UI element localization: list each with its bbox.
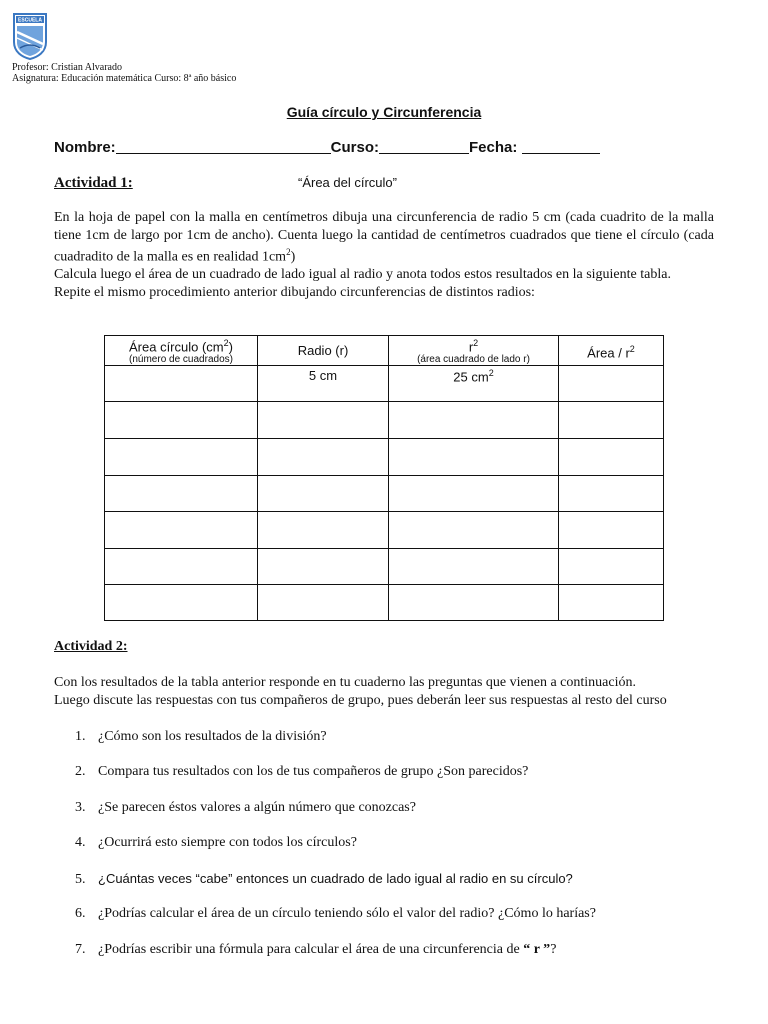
- date-label: Fecha:: [469, 139, 518, 156]
- table-cell[interactable]: [105, 439, 258, 476]
- table-cell[interactable]: [559, 549, 664, 585]
- table-row: [105, 512, 664, 549]
- activity-2-paragraph-1: Con los resultados de la tabla anterior responde en tu cuaderno las preguntas que vienen a continuación.: [54, 675, 636, 690]
- table-cell[interactable]: [105, 476, 258, 512]
- instruction-paragraph-1: En la hoja de papel con la malla en centímetros dibuja una circunferencia de radio 5 cm (cada cuadrito de la malla tiene 1cm de largo por 1cm de ancho). Cuenta luego la cantidad de centímetros cuadrados que tiene el círculo (cada cuadradito de la malla es en realidad $1cm^2$): [54, 210, 714, 265]
- table-row: [105, 549, 664, 585]
- course-label: Curso:: [330, 139, 380, 156]
- table-cell[interactable]: [105, 585, 258, 621]
- question-3: 3. ¿Se parecen éstos valores a algún número que conozcas?: [75, 800, 416, 815]
- activity-1-instructions: [54, 209, 714, 301]
- table-cell[interactable]: [389, 512, 559, 549]
- table-row: [105, 585, 664, 621]
- activity-2-paragraph-2: Luego discute las respuestas con tus compañeros de grupo, pues deberán leer sus respuestas al resto del curso: [54, 692, 667, 708]
- logo-text: ESCUELA: [18, 17, 42, 24]
- results-table: [104, 335, 664, 621]
- table-cell[interactable]: [258, 476, 389, 512]
- table-cell[interactable]: [258, 402, 389, 439]
- table-cell[interactable]: [389, 585, 559, 621]
- question-4: 4. ¿Ocurrirá esto siempre con todos los círculos?: [75, 835, 357, 850]
- table-cell[interactable]: [559, 476, 664, 512]
- instruction-paragraph-2: Calcula luego el área de un cuadrado de lado igual al radio y anota todos estos resultados en la siguiente tabla.: [54, 267, 671, 283]
- question-6: 6. ¿Podrías calcular el área de un círculo teniendo sólo el valor del radio? ¿Cómo lo harías?: [75, 906, 596, 921]
- table-cell[interactable]: [105, 512, 258, 549]
- table-cell[interactable]: [258, 549, 389, 585]
- table-cell[interactable]: [389, 476, 559, 512]
- header-radius: Radio (r): [258, 336, 389, 366]
- table-cell[interactable]: [559, 439, 664, 476]
- table-cell[interactable]: [258, 512, 389, 549]
- activity-2-instructions: [54, 674, 734, 709]
- table-header-row: [105, 336, 664, 366]
- table-cell[interactable]: [559, 512, 664, 549]
- table-cell[interactable]: [258, 439, 389, 476]
- instruction-paragraph-3: Repite el mismo procedimiento anterior dibujando circunferencias de distintos radios:: [54, 284, 535, 300]
- name-label: Nombre:: [54, 139, 116, 156]
- table-cell[interactable]: [105, 549, 258, 585]
- table-row: [105, 366, 664, 402]
- name-blank[interactable]: [116, 139, 331, 154]
- activity-1-heading: Actividad 1:: [54, 175, 133, 191]
- question-1: 1. ¿Cómo son los resultados de la división?: [75, 729, 327, 744]
- teacher-line: Profesor: Cristian Alvarado: [12, 62, 122, 73]
- school-logo: [12, 12, 48, 60]
- table-cell[interactable]: [105, 402, 258, 439]
- question-5: 5. ¿Cuántas veces “cabe” entonces un cuadrado de lado igual al radio en su círculo?: [75, 871, 573, 887]
- table-cell-radius[interactable]: 5 cm: [258, 366, 389, 402]
- date-blank[interactable]: [522, 139, 600, 154]
- table-cell[interactable]: [559, 366, 664, 402]
- table-row: [105, 439, 664, 476]
- table-cell[interactable]: [389, 549, 559, 585]
- question-2: 2. Compara tus resultados con los de tus compañeros de grupo ¿Son parecidos?: [75, 764, 529, 779]
- table-cell[interactable]: [389, 439, 559, 476]
- table-row: [105, 402, 664, 439]
- question-7: 7. ¿Podrías escribir una fórmula para calcular el área de una circunferencia de “ r ”?: [75, 942, 557, 957]
- activity-2-heading: Actividad 2:: [54, 639, 128, 654]
- course-blank[interactable]: [379, 139, 469, 154]
- header-r-squared: $r^2$ (área cuadrado de lado r): [389, 336, 559, 366]
- table-cell[interactable]: [559, 585, 664, 621]
- subject-line: Asignatura: Educación matemática Curso: 8ª año básico: [12, 73, 237, 84]
- table-cell[interactable]: [258, 585, 389, 621]
- table-cell[interactable]: [389, 402, 559, 439]
- page-title: Guía círculo y Circunferencia: [286, 104, 482, 120]
- table-row: [105, 476, 664, 512]
- student-info-row: [54, 139, 600, 156]
- activity-1-subtitle: “Área del círculo”: [298, 175, 397, 190]
- table-cell-square[interactable]: 25 $cm^2$: [389, 366, 559, 402]
- header-area-ratio: Área / $r^2$: [559, 336, 664, 366]
- table-cell[interactable]: [105, 366, 258, 402]
- table-cell[interactable]: [559, 402, 664, 439]
- header-area-circle: Área círculo $(cm^2)$ (número de cuadrados): [105, 336, 258, 366]
